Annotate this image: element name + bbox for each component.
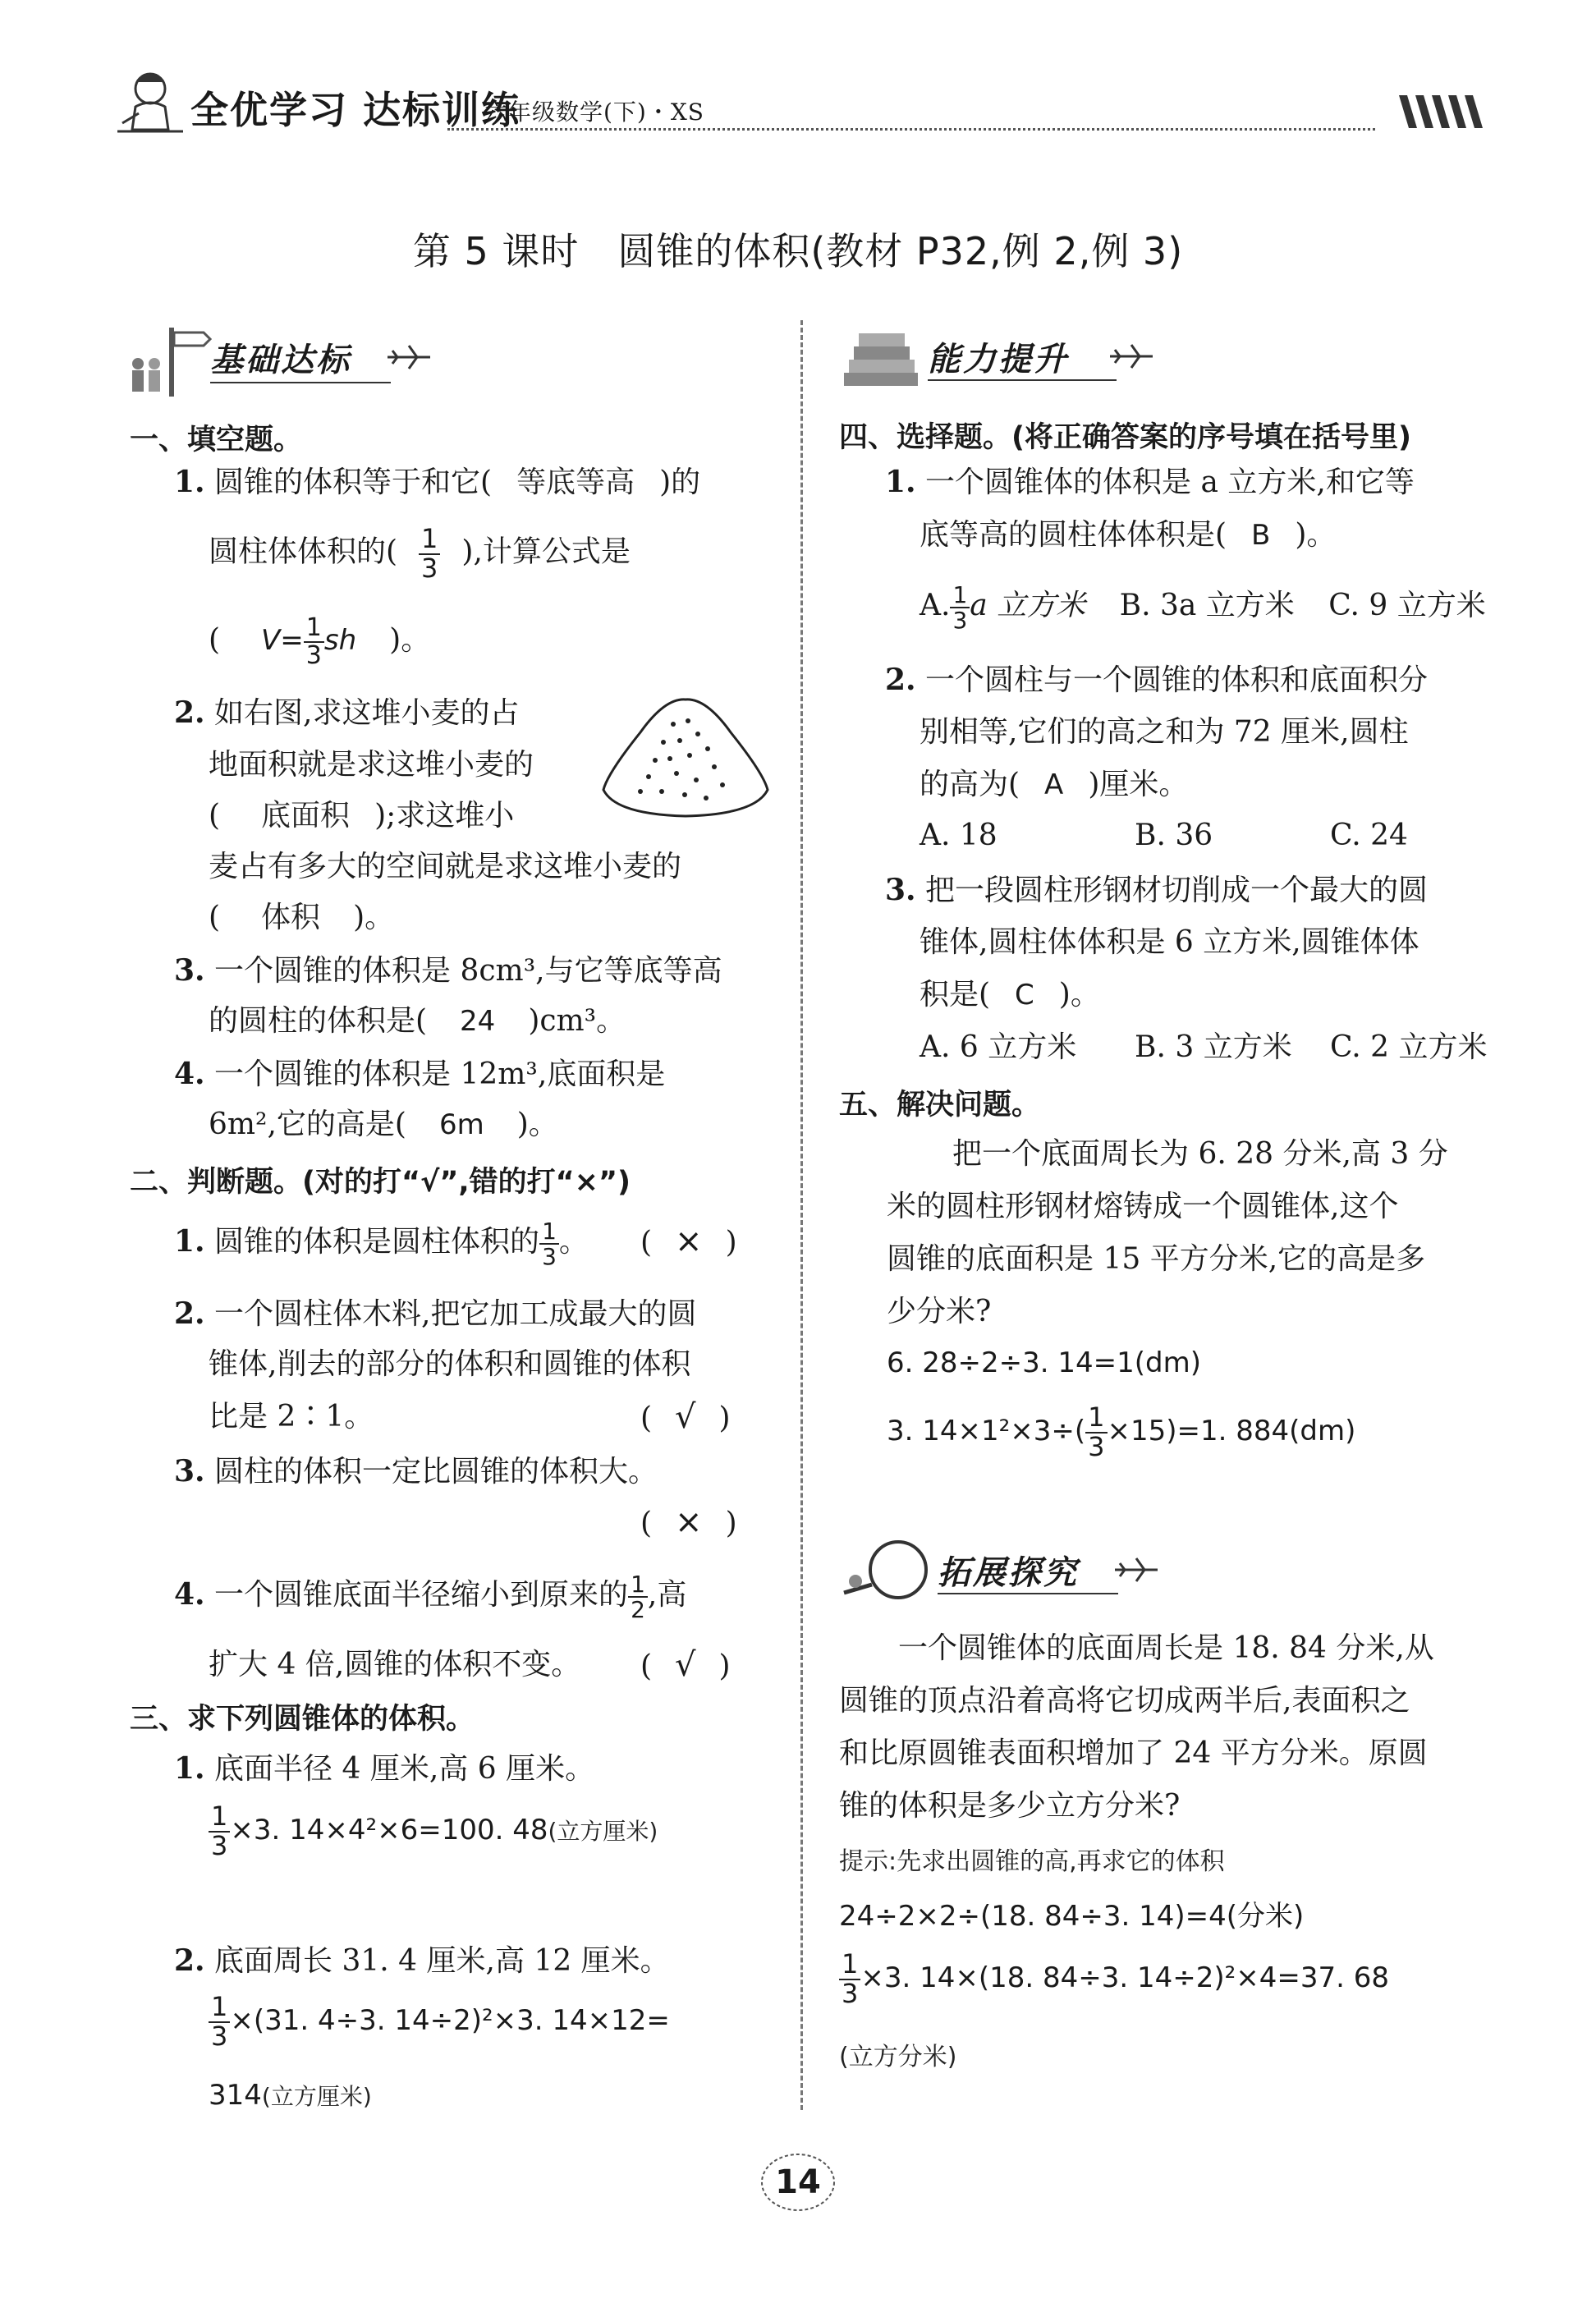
section2-title: 二、判断题。(对的打“√”,错的打“×”) [130, 1166, 631, 1199]
choice-q2-line2: 别相等,它们的高之和为 72 厘米,圆柱 [920, 715, 1409, 749]
section3-title: 三、求下列圆锥体的体积。 [130, 1703, 475, 1736]
stripes-icon [1396, 92, 1486, 131]
problem-work2: 3. 14×1²×3÷( $\frac{1}{3}$ ×15)=1. 884(dm) [887, 1401, 1356, 1462]
banner-extend [836, 1535, 1164, 1609]
judge-q2-line1: 2. 一个圆柱体木料,把它加工成最大的圆 [174, 1296, 697, 1331]
fill-q2-line2: 地面积就是求这堆小麦的 [209, 748, 534, 782]
calc-q1: 1. 底面半径 4 厘米,高 6 厘米。 [174, 1751, 595, 1786]
choice-q2-line3: 的高为( A )厘米。 [920, 768, 1189, 801]
problem-line3: 圆锥的底面积是 15 平方分米,它的高是多 [887, 1242, 1426, 1276]
banner-basic [122, 324, 433, 398]
section5-title: 五、解决问题。 [839, 1089, 1041, 1122]
fill-q3-line2: 的圆柱的体积是( 24 )cm³。 [209, 1004, 626, 1038]
lesson-title: 第 5 课时 圆锥的体积(教材 P32,例 2,例 3) [412, 229, 1184, 273]
page-number: 14 [775, 2163, 821, 2201]
fill-q1-line3: ( V= $\frac{1}{3}$ sh )。 [209, 613, 431, 670]
judge-q4-mark: ( √ ) [640, 1646, 731, 1684]
judge-q2-mark: ( √ ) [640, 1398, 731, 1436]
fill-q3-answer: 24 [460, 1005, 496, 1038]
mascot-icon [111, 66, 189, 140]
extend-line2: 圆锥的顶点沿着高将它切成两半后,表面积之 [839, 1684, 1410, 1718]
books-icon [836, 322, 926, 396]
extend-hint: 提示:先求出圆锥的高,再求它的体积 [839, 1847, 1225, 1876]
section4-title: 四、选择题。(将正确答案的序号填在括号里) [839, 421, 1411, 454]
column-divider [800, 320, 803, 2110]
problem-work1: 6. 28÷2÷3. 14=1(dm) [887, 1346, 1201, 1379]
extend-work2: $\frac{1}{3}$ ×3. 14×(18. 84÷3. 14÷2)²×4=37. 68 [839, 1951, 1389, 2007]
fill-q4-line2: 6m²,它的高是( 6m )。 [209, 1108, 558, 1141]
judge-q1: 1. 圆锥的体积是圆柱体积的 $\frac{1}{3}$ 。 [174, 1217, 589, 1270]
extend-work3: (立方分米) [839, 2043, 957, 2071]
extend-line4: 锥的体积是多少立方分米? [839, 1789, 1181, 1823]
choice-q3-line2: 锥体,圆柱体体积是 6 立方米,圆锥体体 [920, 925, 1419, 959]
judge-q3-mark: ( × ) [640, 1503, 737, 1541]
wheat-pile-figure [591, 691, 780, 823]
fill-q1-line1: 1. 圆锥的体积等于和它( 等底等高 )的 [174, 465, 701, 499]
judge-q2-line3: 比是 2∶1。 [209, 1400, 374, 1434]
problem-line4: 少分米? [887, 1295, 992, 1328]
fill-q1-answer: 等底等高 [516, 466, 635, 499]
judge-q3: 3. 圆柱的体积一定比圆锥的体积大。 [174, 1454, 658, 1489]
calc-q2-result: 314(立方厘米) [209, 2079, 372, 2112]
judge-q2-line2: 锥体,削去的部分的体积和圆锥的体积 [209, 1347, 691, 1381]
calc-q2-work: $\frac{1}{3}$ ×(31. 4÷3. 14÷2)²×3. 14×12= [209, 1993, 670, 2050]
judge-q4-line1: 4. 一个圆锥底面半径缩小到原来的 $\frac{1}{2}$ ,高 [174, 1570, 687, 1623]
calc-q2: 2. 底面周长 31. 4 厘米,高 12 厘米。 [174, 1943, 670, 1978]
choice-q1-options: A. $\frac{1}{3}$ a 立方米 B. 3a 立方米 C. 9 立方米 [920, 580, 1486, 634]
banner-basic-underline [210, 382, 391, 383]
problem-line1: 把一个底面周长为 6. 28 分米,高 3 分 [952, 1137, 1448, 1171]
header-subtitle: 六年级数学(下)・XS [484, 99, 704, 126]
calc-q1-work: $\frac{1}{3}$ ×3. 14×4²×6=100. 48(立方厘米) [209, 1803, 658, 1860]
section1-title: 一、填空题。 [130, 424, 303, 456]
banner-extend-title: 拓展探究 [938, 1554, 1079, 1592]
banner-ability [836, 322, 1164, 396]
choice-q3-options: A. 6 立方米 B. 3 立方米 C. 2 立方米 [920, 1030, 1488, 1064]
header-mascot [111, 66, 189, 140]
banner-extend-underline [938, 1593, 1118, 1594]
extend-work1: 24÷2×2÷(18. 84÷3. 14)=4(分米) [839, 1900, 1305, 1933]
problem-line2: 米的圆柱形钢材熔铸成一个圆锥体,这个 [887, 1190, 1399, 1223]
wheat-pile-icon [591, 691, 780, 823]
judge-q1-mark: ( × ) [640, 1223, 737, 1260]
choice-q2-line1: 2. 一个圆柱与一个圆锥的体积和底面积分 [885, 663, 1429, 697]
fill-q2-line1: 2. 如右图,求这堆小麦的占 [174, 695, 520, 730]
fill-q1-line2: 圆柱体体积的( $\frac{1}{3}$ ),计算公式是 [209, 523, 631, 584]
fill-q2-line4: 麦占有多大的空间就是求这堆小麦的 [209, 850, 682, 883]
airplane-icon [1107, 340, 1156, 373]
choice-q1-line2: 底等高的圆柱体体积是( B )。 [920, 518, 1337, 552]
header-brand: 全优学习 达标训练 [190, 88, 521, 132]
fill-q2-line3: ( 底面积 );求这堆小 [209, 799, 515, 833]
fill-q3-line1: 3. 一个圆锥的体积是 8cm³,与它等底等高 [174, 953, 722, 988]
choice-q2-answer: A [1044, 768, 1064, 801]
magnifier-icon [836, 1535, 934, 1609]
header-rule [447, 128, 1375, 131]
header-stripes [1396, 92, 1486, 135]
choice-q1-answer: B [1251, 519, 1271, 552]
fill-q4-answer: 6m [438, 1108, 484, 1141]
fill-q2-answer1: 底面积 [261, 799, 351, 833]
fraction-one-third: $\frac{1}{3}$ [419, 525, 440, 582]
banner-ability-title: 能力提升 [928, 341, 1069, 378]
choice-q1-line1: 1. 一个圆锥体的体积是 a 立方米,和它等 [885, 465, 1415, 499]
judge-q4-line2: 扩大 4 倍,圆锥的体积不变。 [209, 1648, 581, 1681]
fill-q4-line1: 4. 一个圆锥的体积是 12m³,底面积是 [174, 1057, 666, 1091]
fill-q2-line5: ( 体积 )。 [209, 901, 395, 934]
signpost-icon [122, 324, 212, 398]
choice-q3-line3: 积是( C )。 [920, 978, 1100, 1012]
choice-q3-line1: 3. 把一段圆柱形钢材切削成一个最大的圆 [885, 873, 1429, 907]
choice-q3-answer: C [1015, 979, 1034, 1012]
extend-line3: 和比原圆锥表面积增加了 24 平方分米。原圆 [839, 1736, 1428, 1770]
banner-ability-underline [928, 379, 1117, 381]
choice-q2-options: A. 18 B. 36 C. 24 [920, 819, 1408, 852]
fill-q2-answer2: 体积 [261, 901, 321, 934]
banner-basic-title: 基础达标 [210, 342, 351, 379]
airplane-icon [384, 341, 433, 374]
volume-formula: V= $\frac{1}{3}$ sh [261, 613, 357, 670]
extend-line1: 一个圆锥体的底面周长是 18. 84 分米,从 [898, 1631, 1434, 1665]
airplane-icon [1112, 1553, 1161, 1586]
